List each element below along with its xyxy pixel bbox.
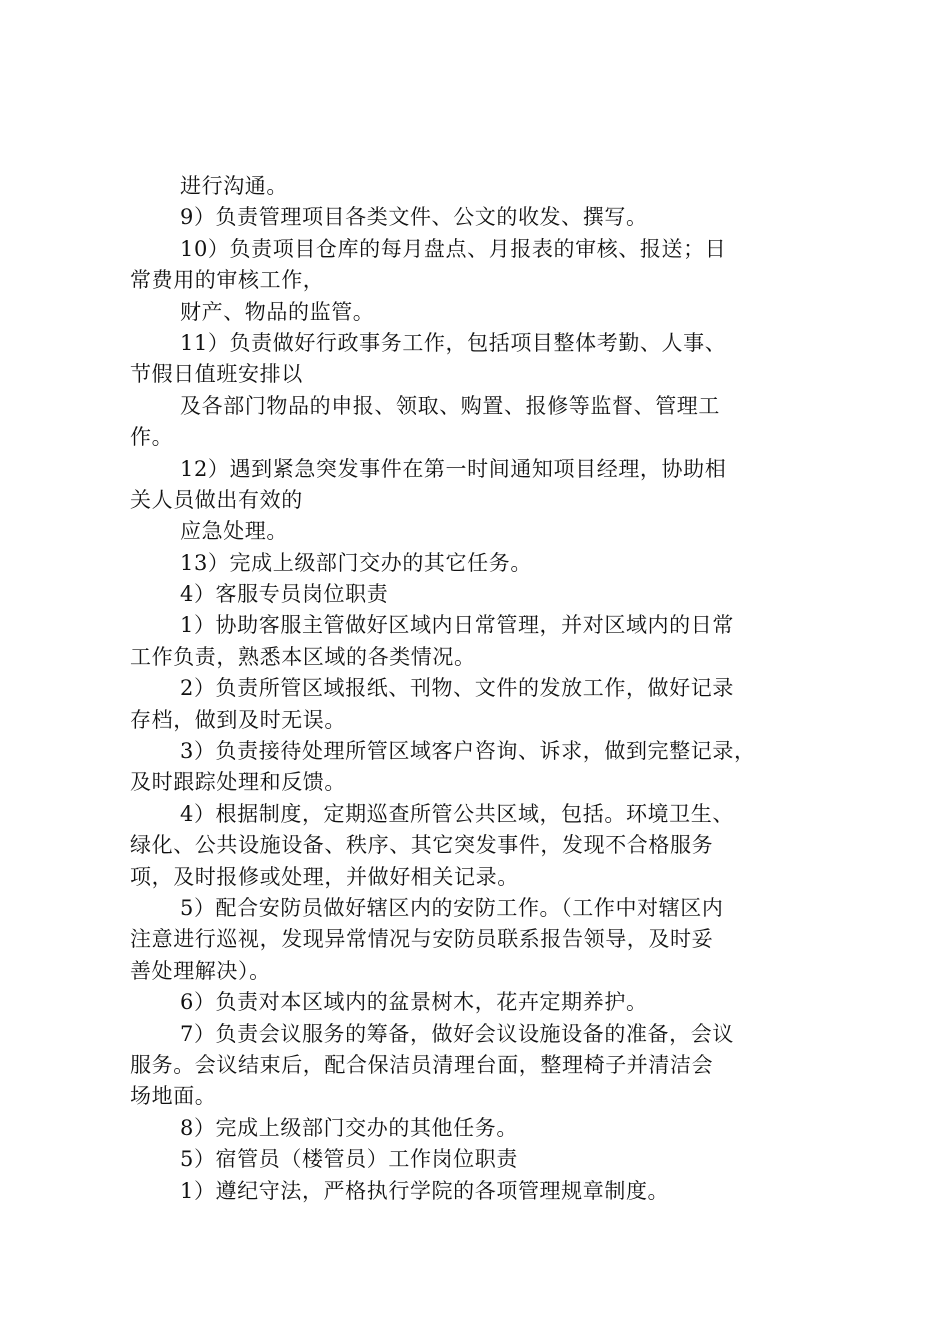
text-line: 善处理解决）。 [130, 958, 271, 983]
text-line: 6）负责对本区域内的盆景树木，花卉定期养护。 [180, 990, 648, 1015]
text-line: 应急处理。 [180, 519, 288, 544]
text-line: 节假日值班安排以 [130, 362, 303, 387]
text-line: 2）负责所管区域报纸、刊物、文件的发放工作，做好记录 [180, 676, 734, 701]
text-line: 1）协助客服主管做好区域内日常管理，并对区域内的日常 [180, 613, 734, 638]
text-line: 财产、物品的监管。 [180, 299, 375, 324]
text-line: 5）宿管员（楼管员）工作岗位职责 [180, 1147, 518, 1172]
text-line: 绿化、公共设施设备、秩序、其它突发事件，发现不合格服务 [130, 833, 714, 858]
text-line: 关人员做出有效的 [130, 487, 303, 512]
text-line: 注意进行巡视，发现异常情况与安防员联系报告领导，及时妥 [130, 927, 714, 952]
text-line: 10）负责项目仓库的每月盘点、月报表的审核、报送；日 [180, 236, 727, 261]
text-line: 4）客服专员岗位职责 [180, 582, 389, 607]
text-line: 进行沟通。 [180, 174, 288, 198]
text-line: 8）完成上级部门交办的其他任务。 [180, 1115, 518, 1140]
text-line: 作。 [130, 425, 174, 450]
text-line: 存档，做到及时无误。 [130, 707, 346, 732]
text-line: 11）负责做好行政事务工作，包括项目整体考勤、人事、 [180, 330, 727, 355]
text-line: 项，及时报修或处理，并做好相关记录。 [130, 864, 519, 889]
text-line: 4）根据制度，定期巡查所管公共区域，包括。环境卫生、 [180, 801, 734, 826]
text-line: 常费用的审核工作， [130, 268, 325, 293]
text-line: 场地面。 [130, 1084, 217, 1109]
text-line: 及各部门物品的申报、领取、购置、报修等监督、管理工 [180, 393, 720, 418]
text-line: 13）完成上级部门交办的其它任务。 [180, 550, 532, 575]
text-line: 1）遵纪守法，严格执行学院的各项管理规章制度。 [180, 1178, 670, 1203]
text-line: 3）负责接待处理所管区域客户咨询、诉求，做到完整记录， [180, 739, 756, 764]
text-line: 5）配合安防员做好辖区内的安防工作。（工作中对辖区内 [180, 895, 724, 920]
text-line: 工作负责，熟悉本区域的各类情况。 [130, 644, 476, 669]
text-line: 及时跟踪处理和反馈。 [130, 770, 346, 795]
text-line: 服务。会议结束后，配合保洁员清理台面，整理椅子并清洁会 [130, 1052, 714, 1077]
text-line: 12）遇到紧急突发事件在第一时间通知项目经理，协助相 [180, 456, 727, 481]
text-line: 9）负责管理项目各类文件、公文的收发、撰写。 [180, 205, 648, 230]
document-body [130, 171, 830, 1207]
text-line: 7）负责会议服务的筹备，做好会议设施设备的准备，会议 [180, 1021, 734, 1046]
